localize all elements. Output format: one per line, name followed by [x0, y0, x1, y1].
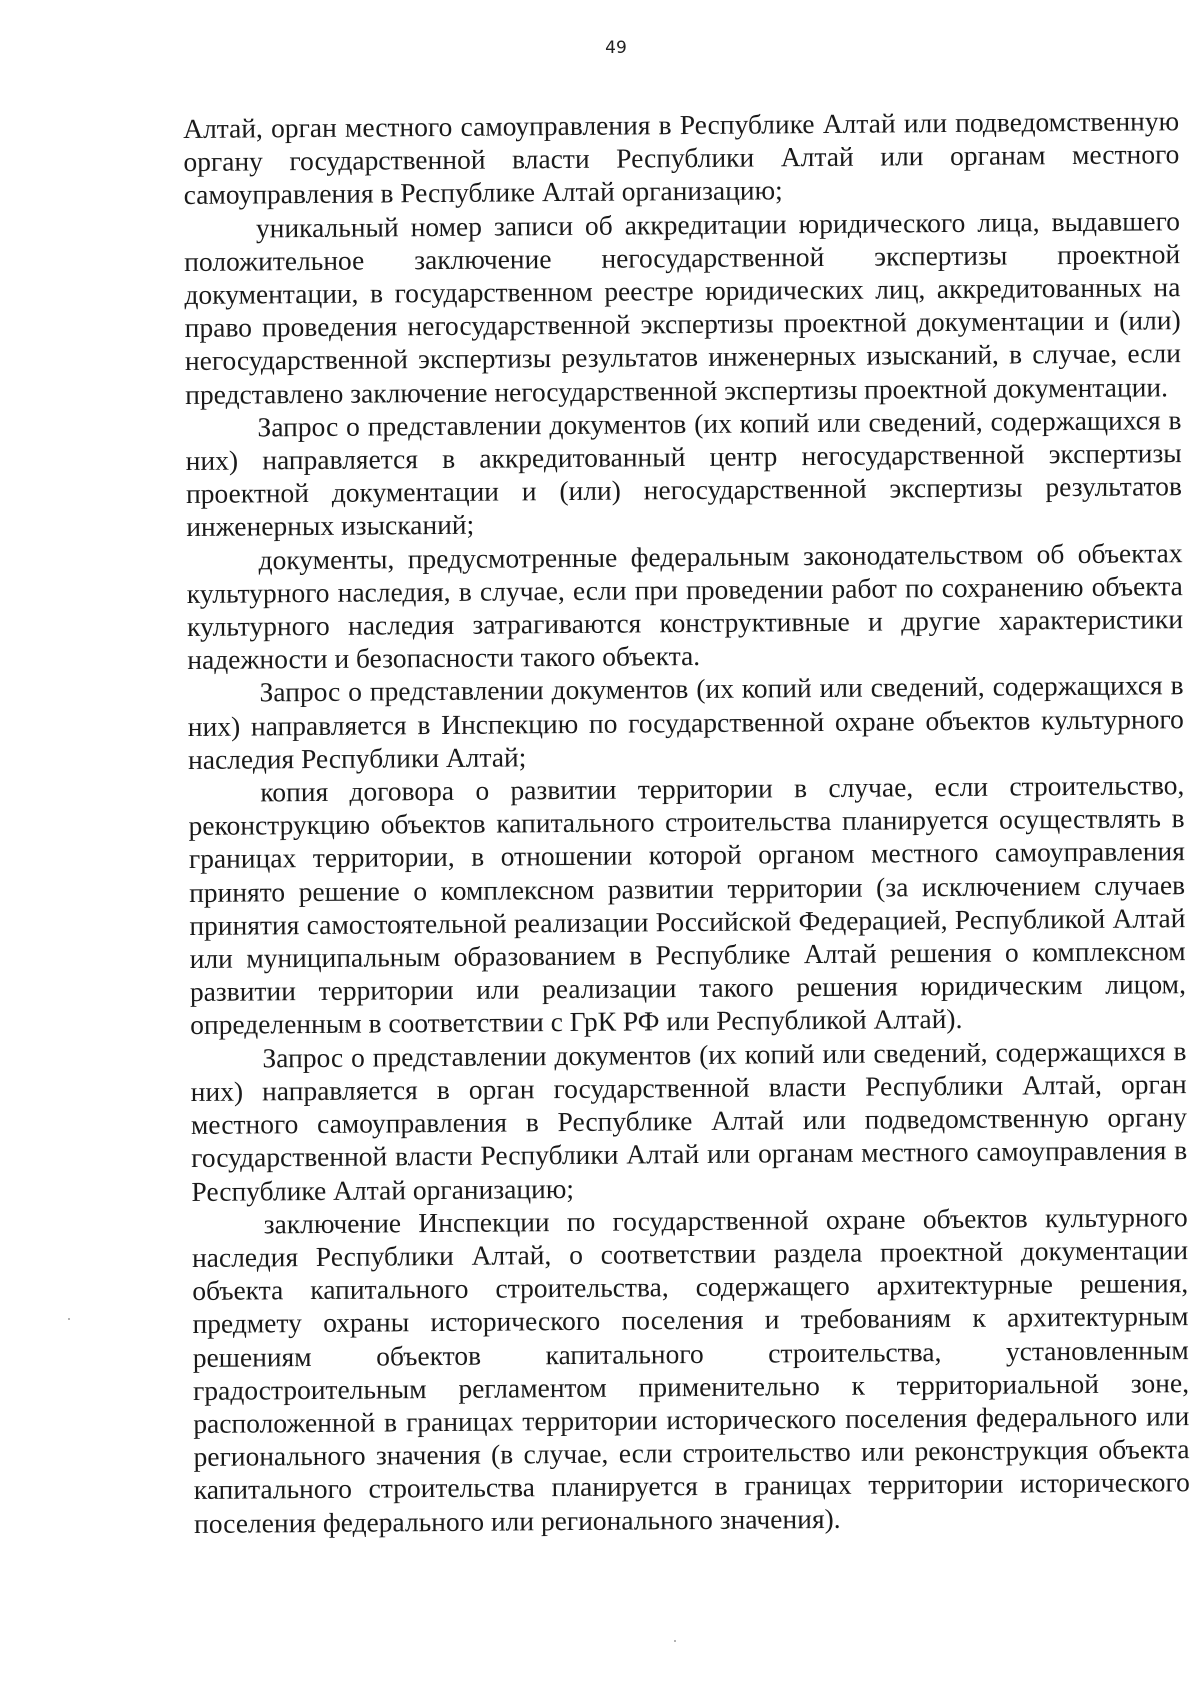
paragraph: документы, предусмотренные федеральным законодательством об объектах культурного наследия, в случае, если при проведении работ по сохранению объекта культурного наследия затрагиваются конструктивные и другие характеристики надежности и безопасности такого объекта. — [186, 536, 1184, 676]
document-body — [183, 104, 1190, 1540]
scan-speck — [674, 1640, 676, 1642]
paragraph: копия договора о развитии территории в случае, если строительство, реконструкцию объектов капитального строительства планируется осуществлять в границах территории, в отношении которой органом местного самоуправления принято решение о комплексном развитии территории (за исключением случаев принятия самостоятельной реализации Российской Федерацией, Республикой Алтай или муниципальным образованием в Республике Алтай решения о комплексном развитии территории или реализации такого решения юридическим лицом, определенным в соответствии с ГрК РФ или Республикой Алтай). — [188, 769, 1187, 1041]
scan-speck — [68, 1318, 70, 1320]
paragraph: Запрос о представлении документов (их копий или сведений, содержащихся в них) направляется в аккредитованный центр негосударственной экспертизы проектной документации и (или) негосударственной экспертизы результатов инженерных изысканий; — [185, 403, 1183, 543]
paragraph: Запрос о представлении документов (их копий или сведений, содержащихся в них) направляется в орган государственной власти Республики Алтай, орган местного самоуправления в Республике Алтай или подведомственную органу государственной власти Республики Алтай или органам местного самоуправления в Республике Алтай организацию; — [190, 1034, 1188, 1207]
paragraph: уникальный номер записи об аккредитации юридического лица, выдавшего положительное заключение негосударственной экспертизы проектной документации, в государственном реестре юридических лиц, аккредитованных на право проведения негосударственной экспертизы проектной документации и (или) негосударственной экспертизы результатов инженерных изысканий, в случае, если представлено заключение негосударственной экспертизы проектной документации. — [184, 204, 1182, 410]
page-number: 49 — [605, 38, 627, 58]
paragraph: заключение Инспекции по государственной охране объектов культурного наследия Республики Алтай, о соответствии раздела проектной документации объекта капитального строительства, содержащего архитектурные решения, предмету охраны исторического поселения и требованиям к архитектурным решениям объектов капитального строительства, установленным градостроительным регламентом применительно к территориальной зоне, расположенной в границах территории исторического поселения федерального или регионального значения (в случае, если строительство или реконструкция объекта капитального строительства планируется в границах территории исторического поселения федерального или регионального значения). — [191, 1200, 1190, 1539]
paragraph: Алтай, орган местного самоуправления в Республике Алтай или подведомственную органу государственной власти Республики Алтай или органам местного самоуправления в Республике Алтай организацию; — [183, 105, 1180, 211]
paragraph: Запрос о представлении документов (их копий или сведений, содержащихся в них) направляется в Инспекцию по государственной охране объектов культурного наследия Республики Алтай; — [187, 669, 1184, 775]
